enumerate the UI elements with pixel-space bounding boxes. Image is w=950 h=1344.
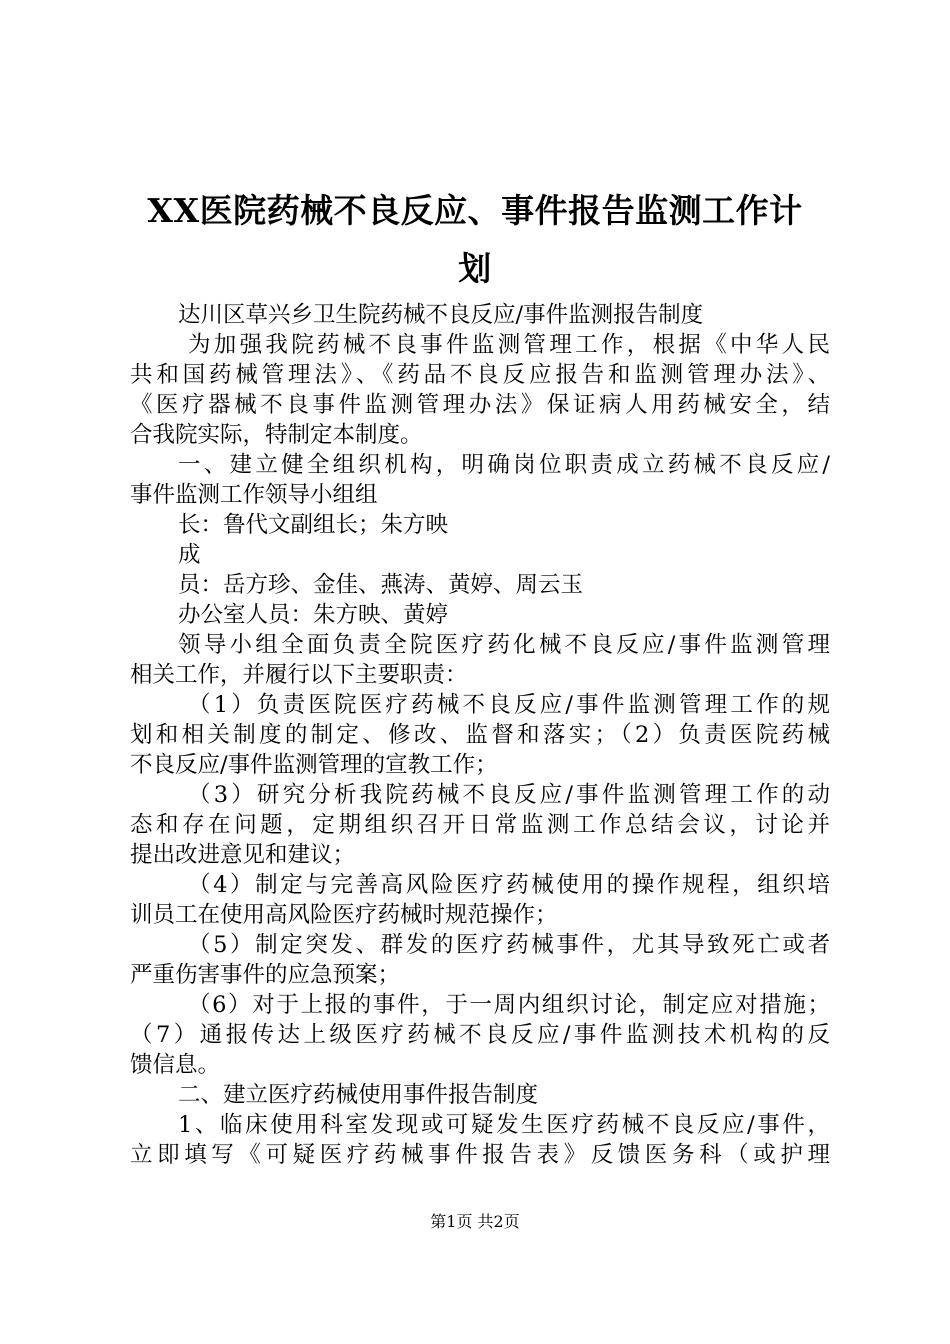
section-heading-1: 一、建立健全组织机构，明确岗位职责成立药械不良反应/ [178,452,830,478]
text-line: 共和国药械管理法》、《药品不良反应报告和监测管理办法》、 [130,362,830,388]
text-line: 立即填写《可疑医疗药械事件报告表》反馈医务科（或护理 [130,1142,830,1168]
text-line: （7）通报传达上级医疗药械不良反应/事件监测技术机构的反 [130,1022,830,1048]
document-title-line1: XX医院药械不良反应、事件报告监测工作计 [147,191,803,230]
text-line: 员：岳方珍、金佳、燕涛、黄婷、周云玉 [178,572,584,598]
text-line: 合我院实际，特制定本制度。 [130,422,423,448]
text-line: 1、临床使用科室发现或可疑发生医疗药械不良反应/事件， [178,1112,830,1138]
text-line: 为加强我院药械不良事件监测管理工作，根据《中华人民 [188,332,830,358]
text-line: （6）对于上报的事件，于一周内组织讨论，制定应对措施； [188,992,830,1018]
text-line: 办公室人员：朱方映、黄婷 [178,602,449,628]
text-line: 馈信息。 [130,1052,221,1078]
document-title-line2: 划 [458,249,492,288]
text-line: 划和相关制度的制定、修改、监督和落实；（2）负责医院药械 [130,722,830,748]
text-line: （3）研究分析我院药械不良反应/事件监测管理工作的动 [188,782,830,808]
section-heading-2: 二、建立医疗药械使用事件报告制度 [178,1082,539,1108]
text-line: 事件监测工作领导小组组 [130,482,378,508]
text-line: （1）负责医院医疗药械不良反应/事件监测管理工作的规 [188,692,830,718]
text-line: （5）制定突发、群发的医疗药械事件，尤其导致死亡或者 [188,932,830,958]
text-line: 态和存在问题，定期组织召开日常监测工作总结会议，讨论并 [130,812,830,838]
subtitle-line: 达川区草兴乡卫生院药械不良反应/事件监测报告制度 [178,302,704,328]
document-body [130,300,830,1170]
text-line: 《医疗器械不良事件监测管理办法》保证病人用药械安全，结 [130,392,830,418]
page-footer: 第1页 共2页 [430,1212,520,1231]
text-line: 长：鲁代文副组长；朱方映 [178,512,449,538]
text-line: 不良反应/事件监测管理的宣教工作； [130,752,498,778]
text-line: 训员工在使用高风险医疗药械时规范操作； [130,902,558,928]
text-line: 严重伤害事件的应急预案； [130,962,401,988]
text-line: 提出改进意见和建议； [130,842,356,868]
text-line: 相关工作，并履行以下主要职责： [130,662,468,688]
text-line: （4）制定与完善高风险医疗药械使用的操作规程，组织培 [188,872,830,898]
text-line: 成 [178,542,201,568]
text-line: 领导小组全面负责全院医疗药化械不良反应/事件监测管理 [178,632,830,658]
